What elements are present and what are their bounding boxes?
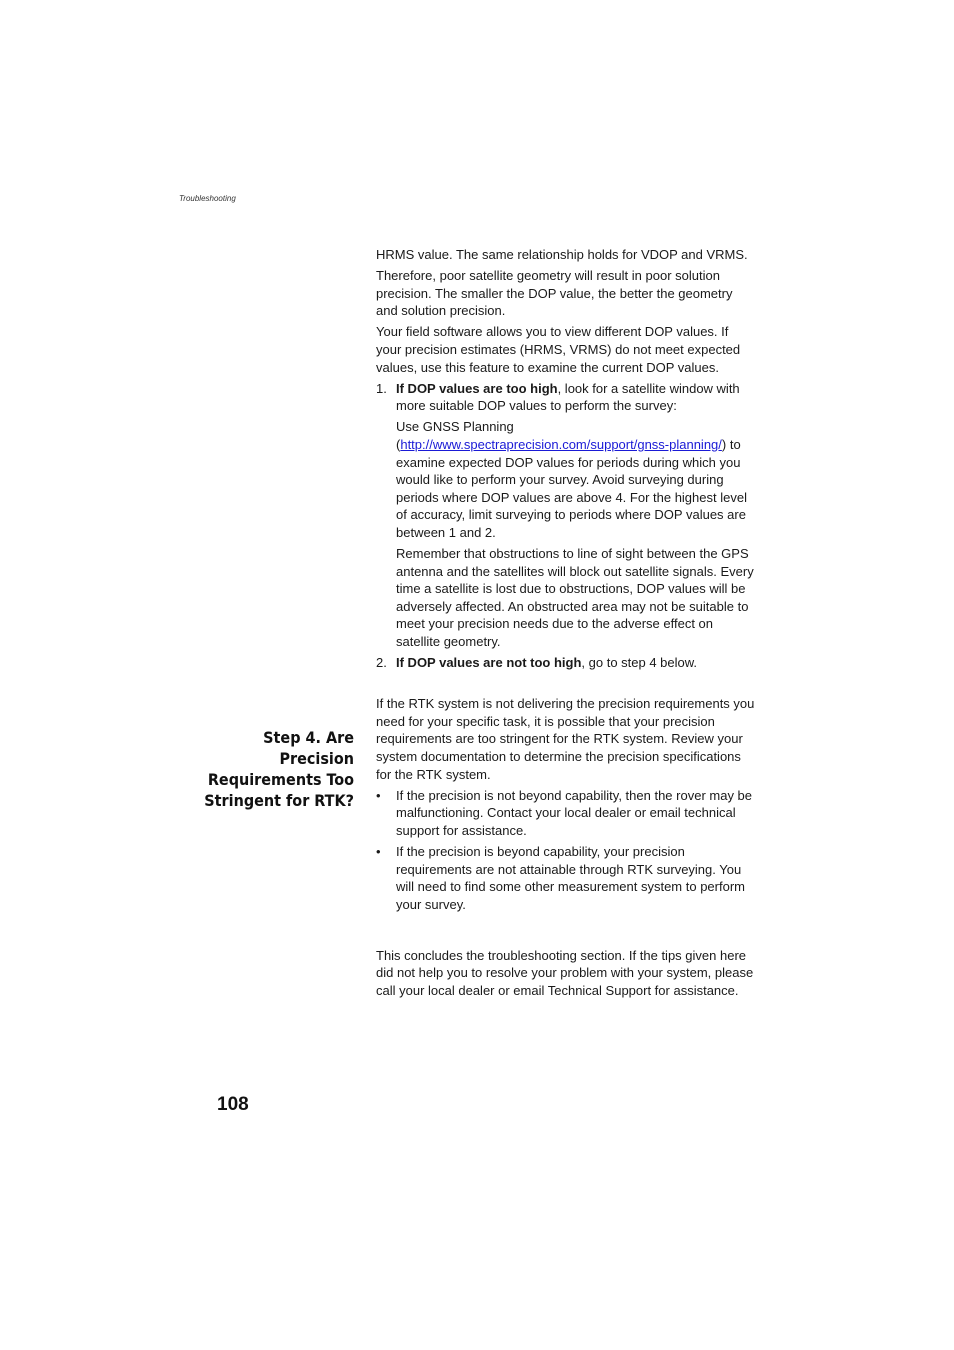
main-text-column xyxy=(376,246,756,1003)
list-item xyxy=(376,654,756,672)
list-item xyxy=(376,787,756,840)
bullet-marker: • xyxy=(376,843,381,859)
page-number: 108 xyxy=(217,1094,249,1115)
step4-paragraph: If the RTK system is not delivering the precision requirements you need for your specific task, it is possible that your precision requirements are too stringent for the RTK system. Review your system documentation to determine the precision specifications for the RTK system. xyxy=(376,696,755,782)
gnss-pre: Use GNSS Planning ( xyxy=(396,419,514,452)
step-2-rest: , go to step 4 below. xyxy=(581,655,698,671)
gnss-post: ) to examine expected DOP values for periods during which you would like to perform your survey. Avoid surveying during periods where DOP values are above 4. For the highest level of accuracy, limit surveying to periods where DOP values are between 1 and 2. xyxy=(396,436,747,540)
spacer xyxy=(376,675,756,695)
list-marker: 1. xyxy=(376,380,387,396)
obstructions-paragraph: Remember that obstructions to line of sight between the GPS antenna and the satellites will block out satellite signals. Every time a satellite is lost due to obstructions, DOP values will be adversely affected. An obstructed area may not be suitable to meet your precision needs due to the adverse effect on satellite geometry. xyxy=(396,546,754,649)
bullet-marker: • xyxy=(376,787,381,803)
list-marker: 2. xyxy=(376,655,387,671)
dop-steps-list xyxy=(376,380,756,672)
bullet-text: If the precision is beyond capability, your precision requirements are not attainable through RTK surveying. You will need to find some other measurement system to perform your survey. xyxy=(396,843,745,912)
list-item xyxy=(376,843,756,913)
intro-paragraph: HRMS value. The same relationship holds for VDOP and VRMS. xyxy=(376,247,748,262)
bullet-text: If the precision is not beyond capability, then the rover may be malfunctioning. Contact your local dealer or email technical support for assistance. xyxy=(396,787,753,838)
step4-heading: Step 4. Are Precision Requirements Too Stringent for RTK? xyxy=(204,728,354,810)
spacer xyxy=(376,917,756,947)
conclusion-paragraph: This concludes the troubleshooting section. If the tips given here did not help you to resolve your problem with your system, please call your local dealer or email Technical Support for assistance. xyxy=(376,947,754,998)
list-item xyxy=(376,380,756,651)
step-2-bold: If DOP values are not too high xyxy=(396,655,582,671)
step-1-bold: If DOP values are too high xyxy=(396,380,558,396)
step-1-rest: , look for a satellite window with more suitable DOP values to perform the survey: xyxy=(396,380,740,414)
step-2-text xyxy=(396,654,756,672)
gnss-planning-link[interactable]: http://www.spectraprecision.com/support/gnss-planning/ xyxy=(400,436,722,452)
step4-bullet-list xyxy=(376,787,756,914)
intro-paragraph: Therefore, poor satellite geometry will result in poor solution precision. The smaller the DOP value, the better the geometry and solution precision. xyxy=(376,268,733,319)
gnss-planning-paragraph xyxy=(396,418,756,541)
running-head: Troubleshooting xyxy=(179,194,236,203)
intro-paragraph: Your field software allows you to view different DOP values. If your precision estimates (HRMS, VRMS) do not meet expected values, use this feature to examine the current DOP values. xyxy=(376,324,741,375)
step-1-text xyxy=(396,380,756,415)
